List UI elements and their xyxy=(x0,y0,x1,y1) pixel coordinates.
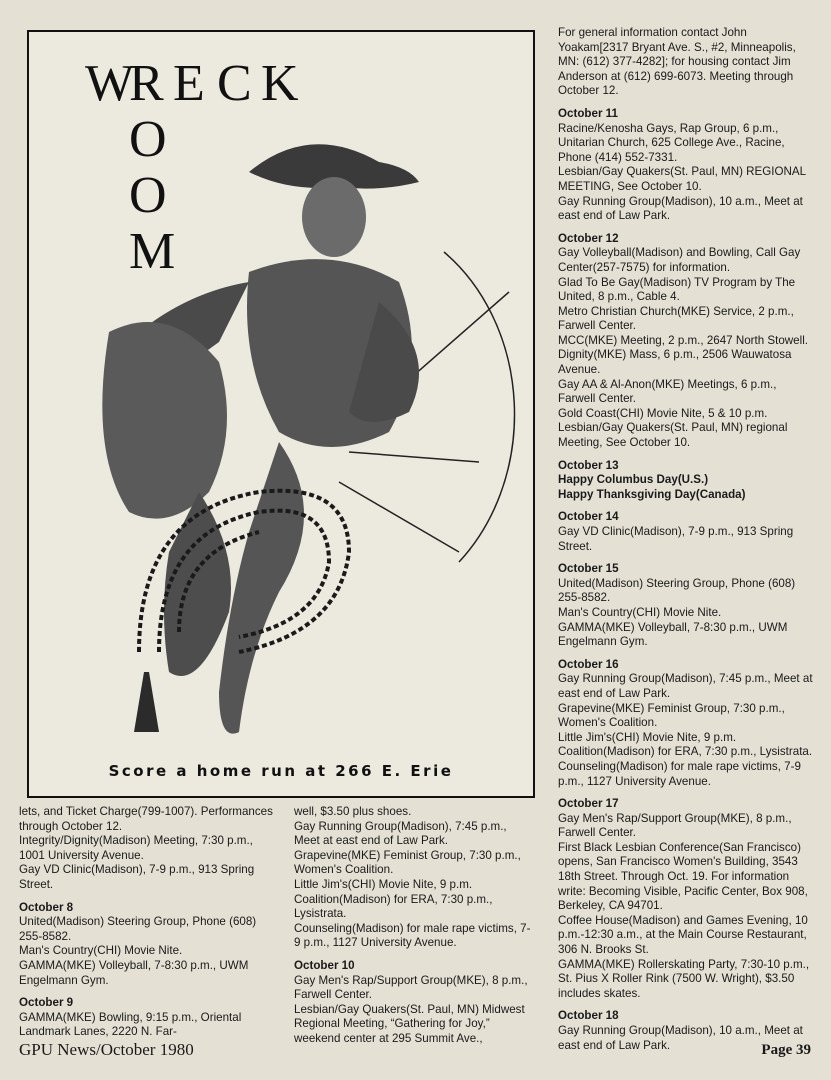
day-section xyxy=(558,107,813,224)
advertisement-box xyxy=(27,30,535,798)
listing-entry: GAMMA(MKE) Rollerskating Party, 7:30-10 p.m., St. Pius X Roller Rink (7500 W. Wright), $3.50 includes skates. xyxy=(558,957,810,1000)
continuation-text: lets, and Ticket Charge(799-1007). Performances through October 12. xyxy=(19,805,273,833)
ad-title-letter: W xyxy=(85,55,135,112)
listing-entry: Integrity/Dignity(Madison) Meeting, 7:30 p.m., 1001 University Avenue. xyxy=(19,834,253,862)
day-heading: October 18 xyxy=(558,1009,619,1023)
listing-entry: Glad To Be Gay(Madison) TV Program by The United, 8 p.m., Cable 4. xyxy=(558,275,796,304)
listing-entry: Coffee House(Madison) and Games Evening, 10 p.m.-12:30 a.m., at the Main Course Restaurant, 306 N. Brooks St. xyxy=(558,913,808,957)
day-heading: October 11 xyxy=(558,106,618,120)
listing-entry: Little Jim's(CHI) Movie Nite, 9 p.m. Coalition(Madison) for ERA, 7:30 p.m., Lysistrata. xyxy=(294,877,493,921)
listing-entry: Gay Men's Rap/Support Group(MKE), 8 p.m., Farwell Center. xyxy=(294,973,528,1002)
listing-entry: GAMMA(MKE) Volleyball, 7-8:30 p.m., UWM Engelmann Gym. xyxy=(558,620,788,649)
publication-footer: GPU News/October 1980 xyxy=(19,1040,194,1059)
listing-entry: First Black Lesbian Conference(San Francisco) opens, San Francisco Women's Building, 3543 18th Street. Through Oct. 19. For information write: Becoming Visible, Pacific Center, Box 908, Berkeley, CA 94701. xyxy=(558,840,808,913)
day-heading: October 12 xyxy=(558,231,619,245)
listing-entry: United(Madison) Steering Group, Phone (608) 255-8582. xyxy=(558,576,796,605)
listing-entry: Man's Country(CHI) Movie Nite. xyxy=(558,605,722,619)
listing-entry: Gay Volleyball(Madison) and Bowling, Call Gay Center(257-7575) for information. xyxy=(558,246,801,274)
day-section xyxy=(558,658,813,789)
listing-entry: Dignity(MKE) Mass, 6 p.m., 2506 Wauwatosa Avenue. xyxy=(558,348,792,377)
continuation-text: For general information contact John Yoakam[2317 Bryant Ave. S., #2, Minneapolis, MN: (612) 377-4282]; for housing contact Jim Anderson at (612) 699-6073. Meeting through October 12. xyxy=(558,26,796,98)
listing-entry: Lesbian/Gay Quakers(St. Paul, MN) REGIONAL MEETING, See October 10. xyxy=(558,165,806,193)
ad-title-letter: O xyxy=(129,111,167,168)
ad-title-letter: C xyxy=(217,55,252,112)
listing-entry: United(Madison) Steering Group, Phone (608) 255-8582. xyxy=(19,915,257,943)
listing-entry: Gay Men's Rap/Support Group(MKE), 8 p.m., Farwell Center. xyxy=(558,811,792,840)
listing-entry: Happy Columbus Day(U.S.) xyxy=(558,473,709,487)
day-section xyxy=(19,901,281,989)
listing-entry: Racine/Kenosha Gays, Rap Group, 6 p.m., Unitarian Church, 625 College Ave., Racine, Phone (414) 552-7331. xyxy=(558,121,785,164)
listing-entry: Gay VD Clinic(Madison), 7-9 p.m., 913 Spring Street. xyxy=(558,525,794,553)
day-heading: October 10 xyxy=(294,958,355,972)
day-heading: October 17 xyxy=(558,797,619,811)
page-number: Page 39 xyxy=(761,1042,811,1058)
listing-entry: Gay VD Clinic(Madison), 7-9 p.m., 913 Spring Street. xyxy=(19,863,255,891)
listing-entry: GAMMA(MKE) Volleyball, 7-8:30 p.m., UWM Engelmann Gym. xyxy=(19,958,249,987)
ad-title-letter: R xyxy=(129,55,164,112)
listing-entry: Little Jim's(CHI) Movie Nite, 9 p.m. Coalition(Madison) for ERA, 7:30 p.m., Lysistrata. xyxy=(558,730,813,759)
cowboy-illustration xyxy=(49,132,519,752)
day-heading: October 8 xyxy=(19,900,74,914)
ad-title-letter: K xyxy=(261,55,299,112)
listing-entry: MCC(MKE) Meeting, 2 p.m., 2647 North Stowell. xyxy=(558,333,808,347)
listing-entry: Happy Thanksgiving Day(Canada) xyxy=(558,487,746,501)
ad-title-letter: M xyxy=(129,223,176,280)
day-heading: October 16 xyxy=(558,657,619,671)
day-section xyxy=(19,996,281,1040)
listing-entry: Gay Running Group(Madison), 7:45 p.m., Meet at east end of Law Park. xyxy=(294,819,507,848)
listing-entry: Lesbian/Gay Quakers(St. Paul, MN) Midwest Regional Meeting, “Gathering for Joy,” weekend center at 295 Summit Ave., xyxy=(294,1002,525,1045)
listing-entry: GAMMA(MKE) Bowling, 9:15 p.m., Oriental Landmark Lanes, 2220 N. Far- xyxy=(19,1010,242,1039)
day-section xyxy=(558,232,813,451)
listing-entry: Man's Country(CHI) Movie Nite. xyxy=(19,944,183,958)
listing-entry: Grapevine(MKE) Feminist Group, 7:30 p.m., Women's Coalition. xyxy=(558,701,785,730)
listings-column-right xyxy=(558,26,813,1053)
listing-entry: Gay Running Group(Madison), 10 a.m., Meet at east end of Law Park. xyxy=(558,1024,803,1052)
listing-entry: Gay Running Group(Madison), 7:45 p.m., Meet at east end of Law Park. xyxy=(558,672,813,700)
listing-entry: Grapevine(MKE) Feminist Group, 7:30 p.m., Women's Coalition. xyxy=(294,848,521,877)
continuation-text: well, $3.50 plus shoes. xyxy=(294,805,412,818)
ad-title-letter: O xyxy=(129,167,167,224)
listing-entry: Counseling(Madison) for male rape victims, 7-9 p.m., 1127 University Avenue. xyxy=(558,759,801,788)
day-section xyxy=(558,510,813,554)
listing-entry: Gay Running Group(Madison), 10 a.m., Meet at east end of Law Park. xyxy=(558,194,803,223)
ad-tagline: Score a home run at 266 E. Erie xyxy=(108,762,454,780)
ad-title-letter: E xyxy=(173,55,205,112)
day-section xyxy=(558,562,813,650)
listing-entry: Gay AA & Al-Anon(MKE) Meetings, 6 p.m., Farwell Center. xyxy=(558,377,777,406)
day-heading: October 15 xyxy=(558,562,619,576)
listings-column-left xyxy=(19,805,281,1040)
listing-entry: Metro Christian Church(MKE) Service, 2 p.m., Farwell Center. xyxy=(558,304,794,333)
right-day-list xyxy=(558,107,813,1053)
day-heading: October 14 xyxy=(558,510,619,524)
day-heading: October 9 xyxy=(19,996,74,1010)
listing-entry: Counseling(Madison) for male rape victims, 7-9 p.m., 1127 University Avenue. xyxy=(294,921,531,950)
listing-entry: Lesbian/Gay Quakers(St. Paul, MN) regional Meeting, See October 10. xyxy=(558,421,788,450)
day-heading: October 13 xyxy=(558,458,619,472)
day-section xyxy=(294,959,534,1047)
listing-entry: Gold Coast(CHI) Movie Nite, 5 & 10 p.m. xyxy=(558,406,768,420)
day-section xyxy=(558,459,813,503)
listings-column-middle xyxy=(294,805,534,1047)
day-section xyxy=(558,797,813,1001)
